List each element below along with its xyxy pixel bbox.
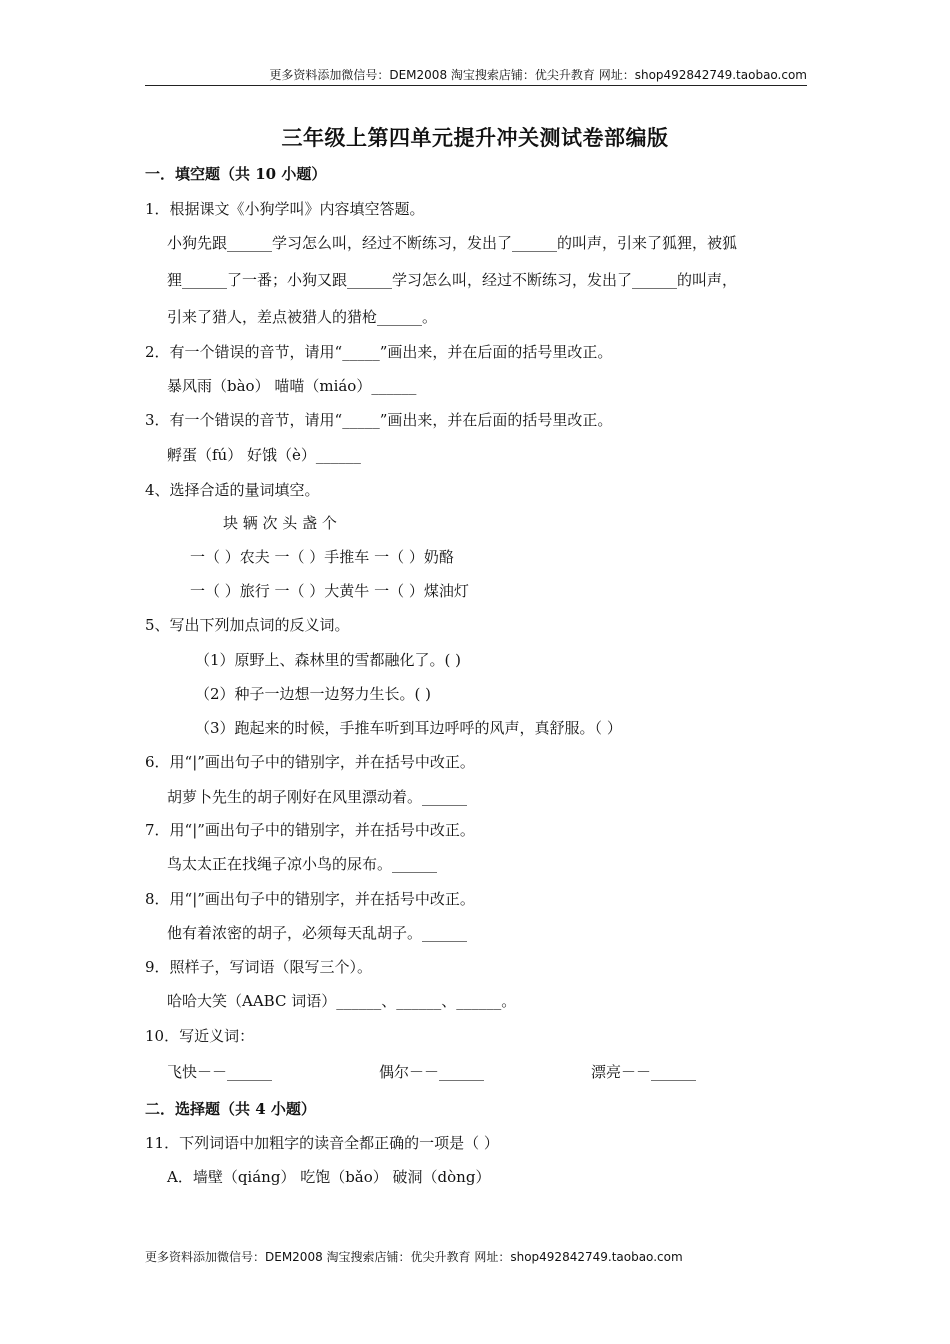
question-1-line-2: 狸______了一番；小狗又跟______学习怎么叫，经过不断练习，发出了______的叫声， [167,271,738,289]
question-4-row-1: 一（ ）农夫 一（ ）手推车 一（ ）奶酪 [190,548,454,566]
question-10-item-a: 飞快－－______ [167,1063,273,1081]
question-6-line-1: 胡萝卜先生的胡子刚好在风里漂动着。______ [167,788,468,806]
question-10-stem: 10．写近义词： [145,1027,255,1045]
question-5-sub-2: （2）种子一边想一边努力生长。( ) [195,685,432,703]
page-title: 三年级上第四单元提升冲关测试卷部编版 [281,125,669,150]
question-9-line-1: 哈哈大笑（AABC 词语）______、______、______。 [167,992,517,1010]
question-5-sub-3: （3）跑起来的时候，手推车听到耳边呼呼的风声，真舒服。（ ） [195,719,622,737]
question-8-line-1: 他有着浓密的胡子，必须每天乱胡子。______ [167,924,468,942]
question-10-item-b: 偶尔－－______ [379,1063,485,1081]
question-7-line-1: 鸟太太正在找绳子凉小鸟的尿布。______ [167,855,438,873]
question-8-stem: 8．用“|”画出句子中的错别字，并在括号中改正。 [145,890,475,908]
question-4-stem: 4、选择合适的量词填空。 [145,481,320,499]
question-2-stem: 2．有一个错误的音节，请用“_____”画出来，并在后面的括号里改正。 [145,343,613,361]
section-heading-choice: 二．选择题（共 4 小题） [145,1100,316,1118]
question-11-stem: 11．下列词语中加粗字的读音全都正确的一项是（ ） [145,1134,499,1152]
question-4-row-2: 一（ ）旅行 一（ ）大黄牛 一（ ）煤油灯 [190,582,469,600]
question-5-stem: 5、写出下列加点词的反义词。 [145,616,350,634]
question-3-stem: 3．有一个错误的音节，请用“_____”画出来，并在后面的括号里改正。 [145,411,613,429]
question-3-line-1: 孵蛋（fú） 好饿（è）______ [167,446,361,464]
question-6-stem: 6．用“|”画出句子中的错别字，并在括号中改正。 [145,753,475,771]
question-4-word-bank: 块 辆 次 头 盏 个 [223,514,337,532]
header-divider [145,85,807,86]
question-1-stem: 1．根据课文《小狗学叫》内容填空答题。 [145,200,425,218]
section-heading-fill-blank: 一．填空题（共 10 小题） [145,165,327,183]
question-1-line-1: 小狗先跟______学习怎么叫，经过不断练习，发出了______的叫声，引来了狐狸，被狐 [167,234,738,252]
question-11-option-a: A．墙壁（qiáng） 吃饱（bǎo） 破洞（dòng） [167,1168,491,1186]
page-header: 更多资料添加微信号：DEM2008 淘宝搜索店铺：优尖升教育 网址：shop492842749.taobao.com [269,68,807,82]
question-9-stem: 9．照样子，写词语（限写三个）。 [145,958,373,976]
question-10-item-c: 漂亮－－______ [591,1063,697,1081]
question-1-line-3: 引来了猎人，差点被猎人的猎枪______。 [167,308,438,326]
question-7-stem: 7．用“|”画出句子中的错别字，并在括号中改正。 [145,821,475,839]
page-footer: 更多资料添加微信号：DEM2008 淘宝搜索店铺：优尖升教育 网址：shop492842749.taobao.com [145,1250,683,1264]
question-5-sub-1: （1）原野上、森林里的雪都融化了。( ) [195,651,462,669]
question-2-line-1: 暴风雨（bào） 喵喵（miáo）______ [167,377,417,395]
